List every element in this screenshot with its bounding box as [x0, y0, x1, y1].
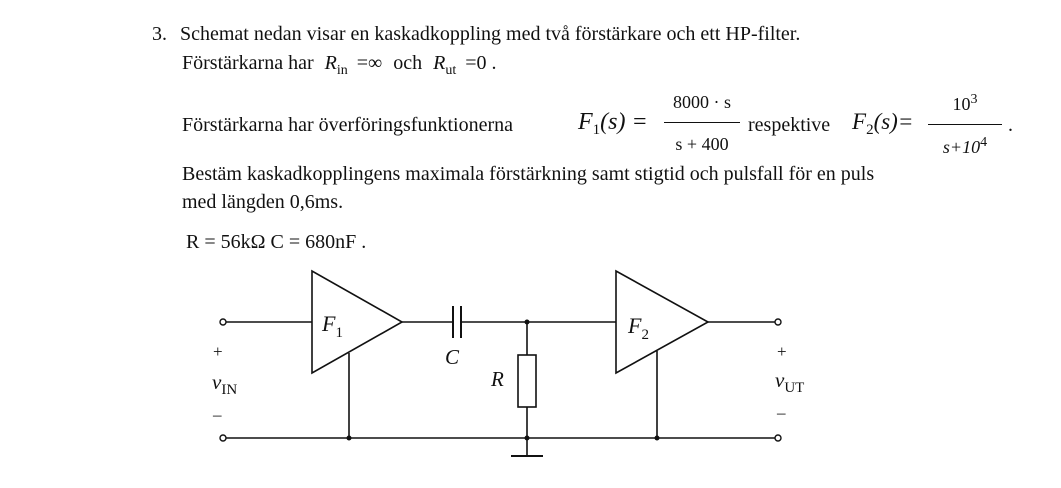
output-terminal-bottom	[775, 435, 781, 441]
f2-numerator-base: 10	[952, 94, 971, 114]
f1-subscript: 1	[592, 122, 601, 138]
problem-intro-text: Schemat nedan visar en kaskadkoppling med två förstärkare och ett HP-filter.	[180, 23, 801, 45]
junction-dot-f1	[347, 436, 352, 441]
f2-denominator-exponent: 4	[980, 135, 988, 150]
junction-dot-resistor	[525, 436, 530, 441]
rut-subscript: ut	[445, 63, 457, 78]
f1-denominator: s + 400	[675, 134, 729, 154]
f2-denominator-base: s+10	[942, 137, 981, 157]
rin-value: =∞	[356, 52, 383, 74]
rin-symbol: R	[324, 52, 337, 74]
rut-symbol: R	[433, 52, 446, 74]
amp1-label: $F_1$	[322, 311, 343, 341]
f1-argument: (s) =	[600, 109, 648, 135]
transfer-function-prefix: Förstärkarna har överföringsfunktionerna	[182, 114, 513, 136]
input-minus-sign: –	[213, 405, 222, 424]
amplifier-properties-prefix: Förstärkarna har	[182, 52, 314, 74]
capacitor-label: C	[445, 345, 460, 369]
task-line1: Bestäm kaskadkopplingens maximala förstärkning samt stigtid och pulsfall för en puls	[182, 163, 875, 185]
problem-number: 3.	[152, 23, 167, 45]
junction-dot-top	[525, 320, 530, 325]
f1-symbol: F	[578, 109, 593, 135]
output-plus-sign: +	[777, 342, 787, 361]
f2-numerator-exponent: 3	[970, 92, 978, 107]
rin-subscript: in	[336, 63, 348, 78]
resistor-label: R	[491, 367, 504, 391]
rut-value: =0 .	[465, 52, 497, 74]
component-values: R = 56kΩ C = 680nF .	[186, 231, 367, 253]
input-terminal-top	[220, 319, 226, 325]
f2-argument: (s)=	[873, 109, 914, 134]
och-word: och	[393, 52, 423, 74]
task-line2: med längden 0,6ms.	[182, 191, 344, 213]
f1-numerator: 8000 · s	[673, 92, 731, 112]
output-terminal-top	[775, 319, 781, 325]
amp2-label: $F_2$	[628, 313, 649, 343]
output-minus-sign: –	[777, 403, 786, 422]
end-period: .	[1008, 114, 1013, 136]
input-plus-sign: +	[213, 342, 223, 361]
junction-dot-f2	[655, 436, 660, 441]
f2-symbol: F	[852, 109, 867, 134]
vut-label: $v_{UT}$	[775, 368, 805, 396]
respektive-word: respektive	[748, 114, 831, 136]
f2-subscript: 2	[866, 122, 874, 138]
resistor-body	[518, 355, 536, 407]
input-terminal-bottom	[220, 435, 226, 441]
vin-label: $v_{IN}$	[212, 370, 238, 398]
